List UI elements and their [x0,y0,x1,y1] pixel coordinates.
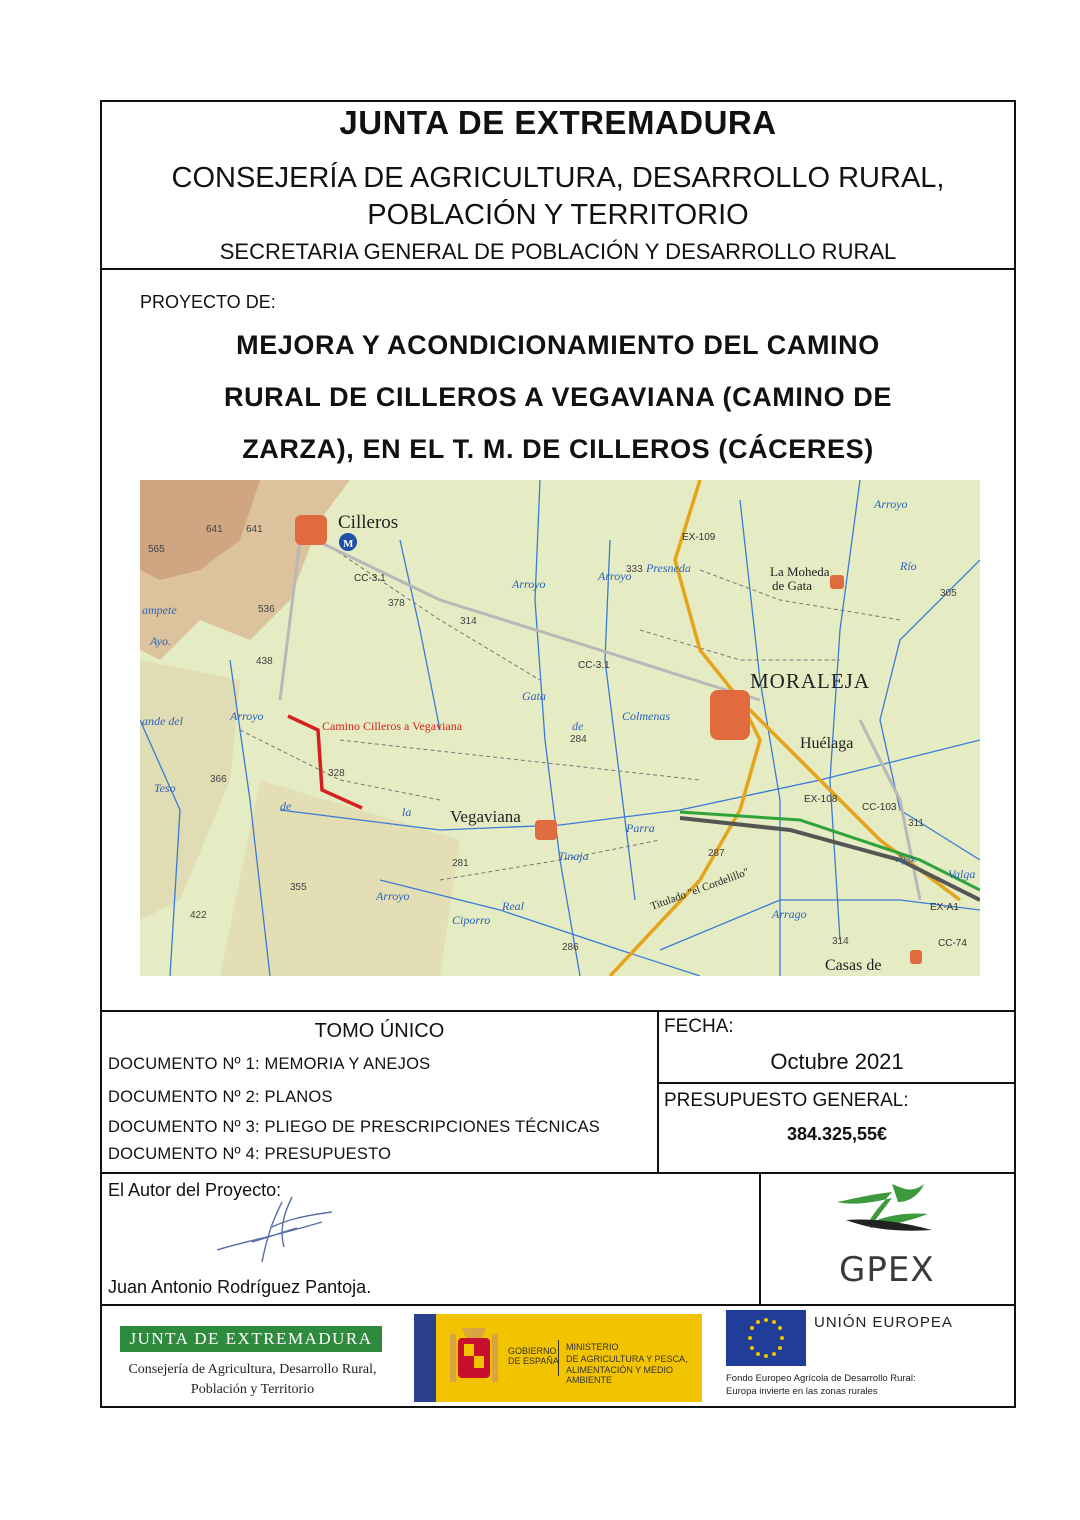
road-label: CC-74 [938,938,967,949]
town-moraleja [710,690,750,740]
junta-logo [120,1322,385,1402]
stream-label: de [572,719,584,733]
cordel-label: Titulado "el Cordelillo" [648,865,751,913]
spain-flag-icon [414,1314,436,1402]
map-label: de Gata [772,578,813,593]
document-item: DOCUMENTO Nº 1: MEMORIA Y ANEJOS [108,1055,431,1073]
stream-label: Presneda [646,561,691,575]
divider [102,268,1014,270]
map-label: La Moheda [770,564,830,579]
eu-flag-icon [726,1310,806,1366]
autor-name: Juan Antonio Rodríguez Pantoja. [108,1277,372,1297]
fecha-value: Octubre 2021 [770,1049,904,1074]
stream-label: Arrago [772,907,807,921]
town-cilleros [295,515,327,545]
divider [558,1340,559,1376]
elevation-label: 333 [626,564,643,575]
ministerio-text: MINISTERIO [566,1342,619,1352]
road-label: CC-103 [862,802,897,813]
elevation-label: 641 [206,524,223,535]
stream-label: Ayo. [896,851,917,865]
elevation-label: 287 [708,848,725,859]
stream-label: Real [502,899,524,913]
gpex-logo-text: GPEX [839,1250,935,1290]
location-map [140,480,980,976]
junta-logo-sub2: Población y Territorio [190,1382,315,1397]
ministerio-text: DE AGRICULTURA Y PESCA, [566,1354,688,1364]
elevation-label: 565 [148,544,165,555]
road-label: EX-108 [804,794,838,805]
gobierno-logo [414,1314,702,1402]
map-label: Huélaga [800,735,854,752]
map-label: MORALEJA [750,669,871,693]
town-la-moheda [830,575,844,589]
stream-label: Arroyo [230,709,264,723]
elevation-label: 378 [388,598,405,609]
gobierno-text: GOBIERNO [508,1346,557,1356]
presupuesto-value: 384.325,55€ [786,1124,888,1144]
stream-label: la [402,805,412,819]
document-frame [100,100,1016,1408]
route-label: Camino Cilleros a Vegaviana [322,719,463,733]
ue-label: UNIÓN EUROPEA [814,1314,953,1331]
stream-label: Arroyo [376,889,410,903]
town-vegaviana [535,820,557,840]
consejeria-line2: POBLACIÓN Y TERRITORIO [367,199,749,231]
presupuesto-label: PRESUPUESTO GENERAL: [664,1090,909,1111]
elevation-label: 536 [258,604,275,615]
road-label: CC-3.1 [354,573,386,584]
stream-label: de [280,799,292,813]
divider [102,1304,1014,1306]
junta-logo-sub1: Consejería de Agricultura, Desarrollo Rural, [128,1362,377,1377]
junta-logo-bar: JUNTA DE EXTREMADURA [120,1326,382,1352]
consejeria-line1: CONSEJERÍA DE AGRICULTURA, DESARROLLO RURAL, [171,162,945,194]
fecha-label: FECHA: [664,1016,734,1037]
project-label: PROYECTO DE: [140,292,276,312]
stream-label: Colmenas [622,709,670,723]
stream-label: Ayo. [150,634,171,648]
elevation-label: 366 [210,774,227,785]
stream-label: Ciporro [452,913,491,927]
stream-label: Gata [522,689,546,703]
project-title-line2: RURAL DE CILLEROS A VEGAVIANA (CAMINO DE [223,382,893,412]
divider [759,1172,761,1304]
stream-label: Valga [948,867,976,881]
gobierno-text: DE ESPAÑA [508,1356,559,1366]
stream-label: ande del [142,714,183,728]
stream-label: ampete [142,603,177,617]
elevation-label: 328 [328,768,345,779]
stream-label: Arroyo [874,497,908,511]
org-title: JUNTA DE EXTREMADURA [339,104,777,141]
town-casas [910,950,922,964]
elevation-label: 311 [908,818,924,829]
coat-of-arms-icon [448,1324,500,1392]
elevation-label: 281 [452,858,469,869]
project-title-line3: ZARZA), EN EL T. M. DE CILLEROS (CÁCERES) [242,434,874,464]
map-label: Vegaviana [450,807,521,826]
gpex-logo-mark [832,1180,942,1240]
ue-logo [726,1310,1016,1402]
feader-line: Fondo Europeo Agrícola de Desarrollo Rural: [726,1373,916,1384]
project-title-line1: MEJORA Y ACONDICIONAMIENTO DEL CAMINO [236,330,880,360]
feader-text [726,1372,916,1398]
elevation-label: 422 [190,910,207,921]
stream-label: Río [900,559,917,573]
document-item: DOCUMENTO Nº 2: PLANOS [108,1088,333,1106]
elevation-label: 314 [460,616,477,627]
road-label: CC-3.1 [578,660,610,671]
stream-label: Parra [626,821,655,835]
map-label: Cilleros [338,512,399,533]
elevation-label: 286 [562,942,579,953]
divider [102,1172,1014,1174]
tomo-label: TOMO ÚNICO [314,1020,445,1042]
feader-line: Europa invierte en las zonas rurales [726,1386,878,1397]
divider [657,1010,659,1172]
divider [102,1010,1014,1012]
document-item: DOCUMENTO Nº 3: PLIEGO DE PRESCRIPCIONES TÉCNICAS [108,1118,600,1136]
stream-label: Arroyo [598,569,632,583]
elevation-label: 314 [832,936,849,947]
map-label: Casas de [825,957,882,974]
road-label: EX-109 [682,532,716,543]
ministerio-text: ALIMENTACIÓN Y MEDIO AMBIENTE [566,1365,674,1385]
stream-label: Arroyo [512,577,546,591]
elevation-label: 355 [290,882,307,893]
secretaria-line: SECRETARIA GENERAL DE POBLACIÓN Y DESARROLLO RURAL [219,239,897,264]
elevation-label: 305 [940,588,957,599]
autor-label: El Autor del Proyecto: [108,1180,282,1200]
road-label: EX-A1 [930,902,959,913]
elevation-label: 641 [246,524,263,535]
elevation-label: 284 [570,734,587,745]
document-item: DOCUMENTO Nº 4: PRESUPUESTO [108,1145,392,1163]
stream-label: Teso [154,781,176,795]
signature-image [212,1192,342,1272]
stream-label: Tinaja [558,849,589,863]
divider [657,1082,1014,1084]
elevation-label: 438 [256,656,273,667]
svg-text:M: M [343,538,354,550]
